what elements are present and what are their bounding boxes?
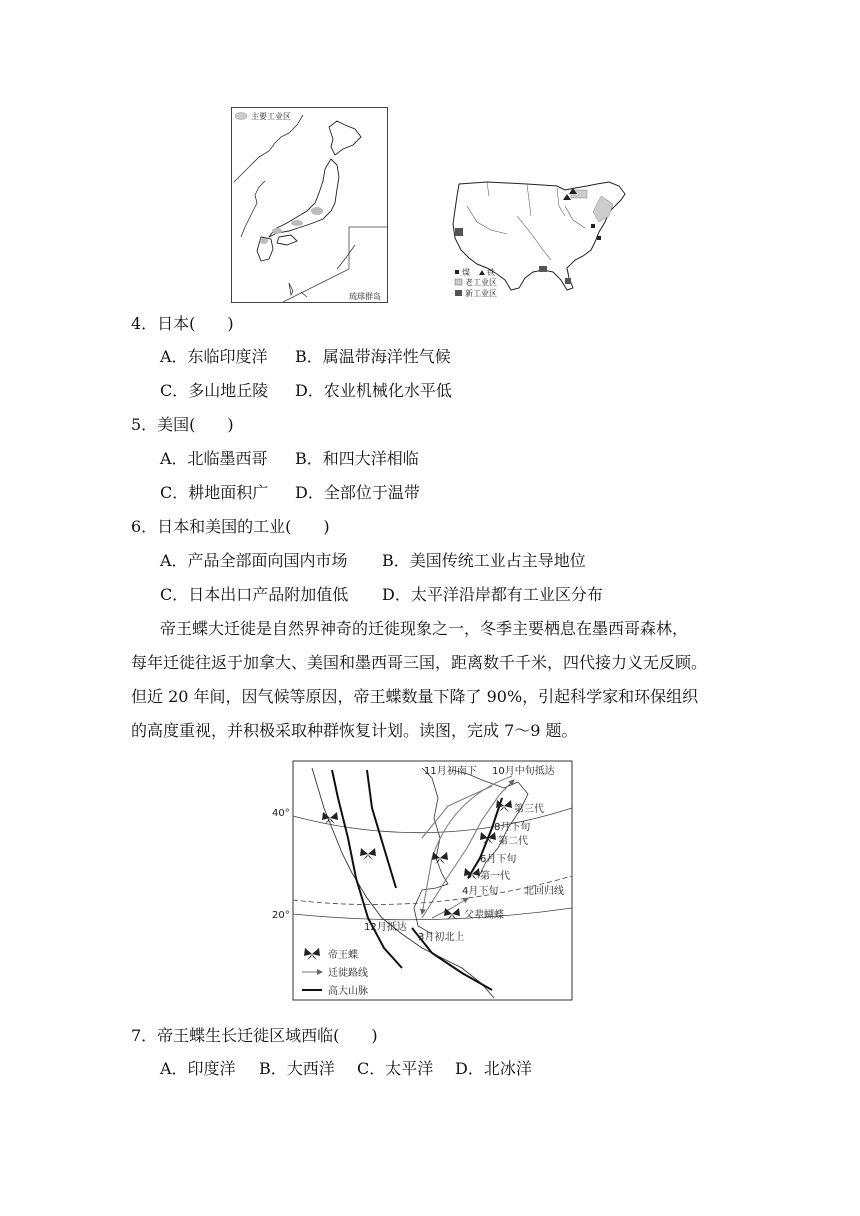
question-6-option-d[interactable]: D．太平洋沿岸都有工业区分布 <box>382 585 603 604</box>
question-7-option-d[interactable]: D．北冰洋 <box>455 1059 532 1078</box>
label-gen2: 第二代 <box>498 836 528 847</box>
coal-symbol <box>597 236 601 240</box>
label-gen3: 第三代 <box>514 804 544 815</box>
japan-legend-label: 主要工业区 <box>251 112 291 121</box>
lat-40-label: 40° <box>272 808 290 819</box>
label-viceroy: 父辈蝴蝶 <box>464 910 504 921</box>
question-5-option-c[interactable]: C．耕地面积广 <box>160 483 269 502</box>
passage-line-4: 的高度重视，并积极采取种群恢复计划。读图，完成 7～9 题。 <box>131 721 578 740</box>
industrial-zone <box>260 238 268 244</box>
label-oct: 10月中旬抵达 <box>492 766 555 777</box>
question-6-option-a[interactable]: A．产品全部面向国内市场 <box>160 551 348 570</box>
question-7-option-b[interactable]: B．大西洋 <box>259 1059 335 1078</box>
label-mar: 3月初北上 <box>418 932 465 943</box>
passage-line-1: 帝王蝶大迁徙是自然界神奇的迁徙现象之一，冬季主要栖息在墨西哥森林， <box>160 619 689 638</box>
question-4-option-a[interactable]: A．东临印度洋 <box>160 347 268 366</box>
lat-20-label: 20° <box>272 910 290 921</box>
label-gen1: 第一代 <box>480 871 510 882</box>
question-6-option-b[interactable]: B．美国传统工业占主导地位 <box>382 551 586 570</box>
label-apr: 4月下旬 <box>462 886 499 897</box>
question-4-option-d[interactable]: D．农业机械化水平低 <box>295 381 452 400</box>
label-jun: 6月下旬 <box>480 854 517 865</box>
question-7-option-c[interactable]: C．太平洋 <box>357 1059 434 1078</box>
legend-new-industrial: 新工业区 <box>465 289 497 298</box>
question-6-stem: 6．日本和美国的工业( ) <box>131 517 330 536</box>
label-aug: 8月下旬 <box>494 822 531 833</box>
label-nov: 11月初南下 <box>424 766 477 777</box>
question-4-option-c[interactable]: C．多山地丘陵 <box>160 381 269 400</box>
industrial-zone <box>272 228 282 234</box>
question-4-stem: 4．日本( ) <box>131 314 234 333</box>
legend-iron: 铁 <box>487 268 495 277</box>
legend-coal: 煤 <box>462 268 470 277</box>
question-5-option-d[interactable]: D．全部位于温带 <box>295 483 420 502</box>
label-tropic: 北回归线 <box>524 886 564 897</box>
question-5-stem: 5．美国( ) <box>131 415 234 434</box>
legend-mountains: 高大山脉 <box>328 986 368 997</box>
industrial-zone-legend-swatch <box>235 113 247 120</box>
passage-line-2: 每年迁徙往返于加拿大、美国和墨西哥三国，距离数千千米，四代接力义无反顾。 <box>131 653 708 672</box>
legend-monarch: 帝王蝶 <box>328 950 358 961</box>
usa-industrial-map <box>447 176 637 308</box>
question-5-option-a[interactable]: A．北临墨西哥 <box>160 449 268 468</box>
industrial-zone <box>311 207 323 215</box>
question-4-option-b[interactable]: B．属温带海洋性气候 <box>295 347 451 366</box>
new-industrial-zone <box>539 266 547 272</box>
label-dec: 12月抵达 <box>364 922 407 933</box>
passage-line-3: 但近 20 年间，因气候等原因，帝王蝶数量下降了 90%，引起科学家和环保组织 <box>131 687 699 706</box>
question-7-stem: 7．帝王蝶生长迁徙区域西临( ) <box>131 1026 378 1045</box>
industrial-zone <box>291 220 303 226</box>
japan-industrial-map <box>231 107 388 303</box>
new-industrial-zone <box>565 278 571 284</box>
monarch-migration-map <box>272 758 575 1003</box>
question-5-option-b[interactable]: B．和四大洋相临 <box>295 449 419 468</box>
question-6-option-c[interactable]: C．日本出口产品附加值低 <box>160 585 349 604</box>
coal-symbol <box>591 224 595 228</box>
ryukyu-label: 琉球群岛 <box>349 292 381 301</box>
legend-route: 迁徙路线 <box>328 968 368 979</box>
legend-old-industrial: 老工业区 <box>465 278 497 287</box>
new-industrial-zone <box>455 228 463 236</box>
question-7-option-a[interactable]: A．印度洋 <box>160 1059 236 1078</box>
